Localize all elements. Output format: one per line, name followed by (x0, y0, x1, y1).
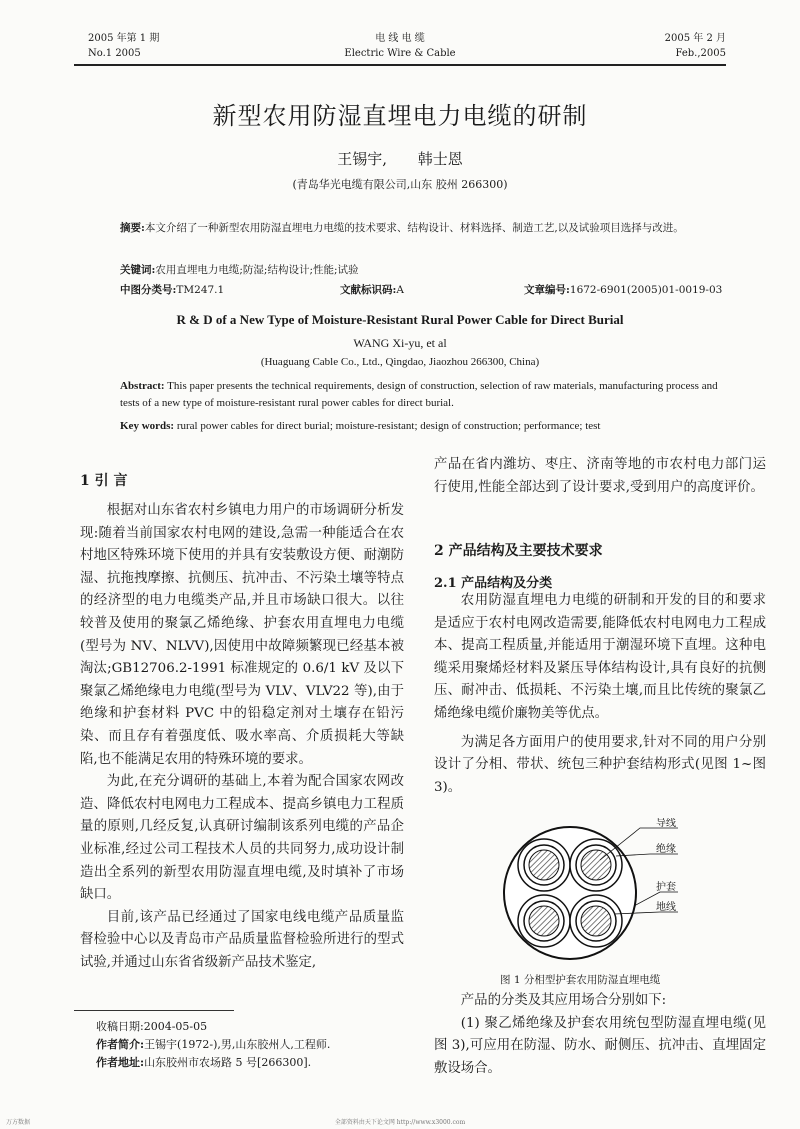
english-keywords-text: rural power cables for direct burial; moisture-resistant; design of construction; performance; test (176, 420, 601, 432)
header-rule (74, 64, 726, 66)
article-number: 文章编号:1672-6901(2005)01-0019-03 (524, 284, 723, 296)
conductor-top-right (570, 839, 622, 891)
keywords-label: 关键词: (120, 264, 156, 276)
footnote-rule (74, 1010, 234, 1011)
classification-row (120, 282, 726, 298)
paper-title: 新型农用防湿直埋电力电缆的研制 (212, 102, 588, 130)
abstract-cn (120, 220, 726, 236)
keywords-text: 农用直埋电力电缆;防湿;结构设计;性能;试验 (155, 264, 359, 276)
author-address: 作者地址:山东胶州市农场路 5 号[266300]. (96, 1056, 312, 1069)
classification-intro: 产品的分类及其应用场合分别如下: (460, 993, 667, 1008)
abstract-label: 摘要: (120, 222, 145, 234)
document-code: 文献标识码:A (340, 284, 404, 296)
section-2-1-heading: 2.1 产品结构及分类 (434, 576, 553, 591)
label-conductor: 导线 (656, 818, 676, 829)
figure-1-cable-cross-section (500, 818, 700, 968)
english-abstract-text: This paper presents the technical requirements, design of construction, selection of raw materials, manufacturing process and tests of a new type of moisture-resistant rural power cables for direct burial. (120, 380, 718, 409)
right-column-body (434, 590, 766, 799)
section-2-1-paragraph-1: 农用防湿直埋电力电缆的研制和开发的目的和要求是适应于农村电网改造需要,能降低农村电网电力工程成本、提高工程质量,并能适用于潮湿环境下直埋。这种电缆采用聚烯烃材料及紧压导体结构设计,具有良好的抗侧压、耐冲击、低损耗、不污染土壤,而且比传统的聚氯乙烯绝缘电缆价廉物美等优点。 (434, 593, 766, 721)
label-insulation: 绝缘 (656, 844, 676, 855)
section-1-paragraph-2: 为此,在充分调研的基础上,本着为配合国家农网改造、降低农村电网电力工程成本、提高乡镇电力工程质量的原则,几经反复,认真研讨编制该系列电缆的产品企业标准,经过公司工程技术人员的共同努力,成功设计制造出全系列的新型农用防湿直埋电缆,及时填补了市场缺口。 (80, 774, 404, 903)
section-2-heading: 2 产品结构及主要技术要求 (434, 543, 603, 559)
received-date: 收稿日期:2004-05-05 (96, 1020, 208, 1033)
right-column-top (434, 454, 766, 499)
label-ground-wire: 地线 (656, 902, 676, 913)
clc-code: 中图分类号:TM247.1 (120, 284, 225, 296)
section-2-1-paragraph-2: 为满足各方面用户的使用要求,针对不同的用户分别设计了分相、带状、统包三种护套结构形式(见图 1~图 3)。 (434, 734, 766, 795)
right-column-bottom (434, 990, 766, 1080)
english-authors: WANG Xi-yu, et al (353, 336, 447, 350)
english-abstract-label: Abstract: (120, 380, 165, 392)
left-column (80, 500, 404, 974)
journal-issue-cn: 2005 年第 1 期 (88, 33, 160, 44)
figure-1-caption: 图 1 分相型护套农用防湿直埋电缆 (500, 974, 661, 986)
journal-name-cn: 电 线 电 缆 (375, 33, 425, 44)
english-title: R & D of a New Type of Moisture-Resistant Rural Power Cable for Direct Burial (176, 312, 624, 327)
abstract-text: 本文介绍了一种新型农用防湿直埋电力电缆的技术要求、结构设计、材料选择、制造工艺,以及试验项目选择与改进。 (144, 222, 684, 234)
issue-date-cn: 2005 年 2 月 (664, 33, 726, 44)
paper-affiliation: (青岛华光电缆有限公司,山东 胶州 266300) (292, 178, 508, 191)
english-keywords-label: Key words: (120, 420, 175, 432)
journal-issue-en: No.1 2005 (88, 48, 141, 59)
paper-authors: 王锡宇, 韩士恩 (337, 150, 463, 168)
english-abstract (120, 378, 726, 412)
section-1-paragraph-1: 根据对山东省农村乡镇电力用户的市场调研分析发现:随着当前国家农村电网的建设,急需一种能适合在农村地区特殊环境下使用的并具有安装敷设方便、耐潮防湿、抗拖拽摩擦、抗侧压、抗冲击、不污染土壤等特点的经济型的电力电缆类产品,并且市场缺口很大。以往较普及使用的聚氯乙烯绝缘、护套农用直埋电力电缆(型号为 NV、NLVV),因使用中故障频繁现已经基本被淘汰;GB12706.2-1991 标准规定的 0.6/1 kV 及以下聚氯乙烯绝缘电力电缆(型号为 VLV、VLV22 等),由于绝缘和护套材料 PVC 中的铅稳定剂对土壤存在铅污染、而且存有着强度低、吸水率高、介质损耗大等缺陷,也不能满足农用的特殊环境的要求。 (80, 503, 404, 767)
conductor-top-left (518, 839, 570, 891)
conductor-bottom-left (518, 895, 570, 947)
classification-item-1: (1) 聚乙烯绝缘及护套农用统包型防湿直埋电缆(见图 3),可应用在防湿、防水、耐侧压、抗冲击、直埋固定敷设场合。 (434, 1015, 766, 1076)
author-bio: 作者简介:王锡宇(1972-),男,山东胶州人,工程师. (96, 1038, 331, 1051)
conductor-bottom-right (570, 895, 622, 947)
english-affiliation: (Huaguang Cable Co., Ltd., Qingdao, Jiaozhou 266300, China) (260, 356, 540, 368)
label-sheath: 护套 (656, 882, 676, 893)
issue-date-en: Feb.,2005 (675, 48, 726, 59)
english-keywords (120, 418, 726, 435)
section-1-paragraph-3: 目前,该产品已经通过了国家电线电缆产品质量监督检验中心以及青岛市产品质量监督检验所进行的型式试验,并通过山东省省级新产品技术鉴定, (80, 909, 404, 970)
section-1-heading: 1 引 言 (80, 473, 128, 489)
journal-name-en: Electric Wire & Cable (344, 48, 456, 59)
continued-paragraph: 产品在省内潍坊、枣庄、济南等地的市农村电力部门运行使用,性能全部达到了设计要求,受到用户的高度评价。 (434, 457, 766, 495)
source-watermark: 万方数据 (6, 1119, 31, 1126)
site-watermark: 全部资料由天下论文网 http://www.x3000.com (334, 1119, 466, 1126)
keywords-cn (120, 262, 726, 278)
